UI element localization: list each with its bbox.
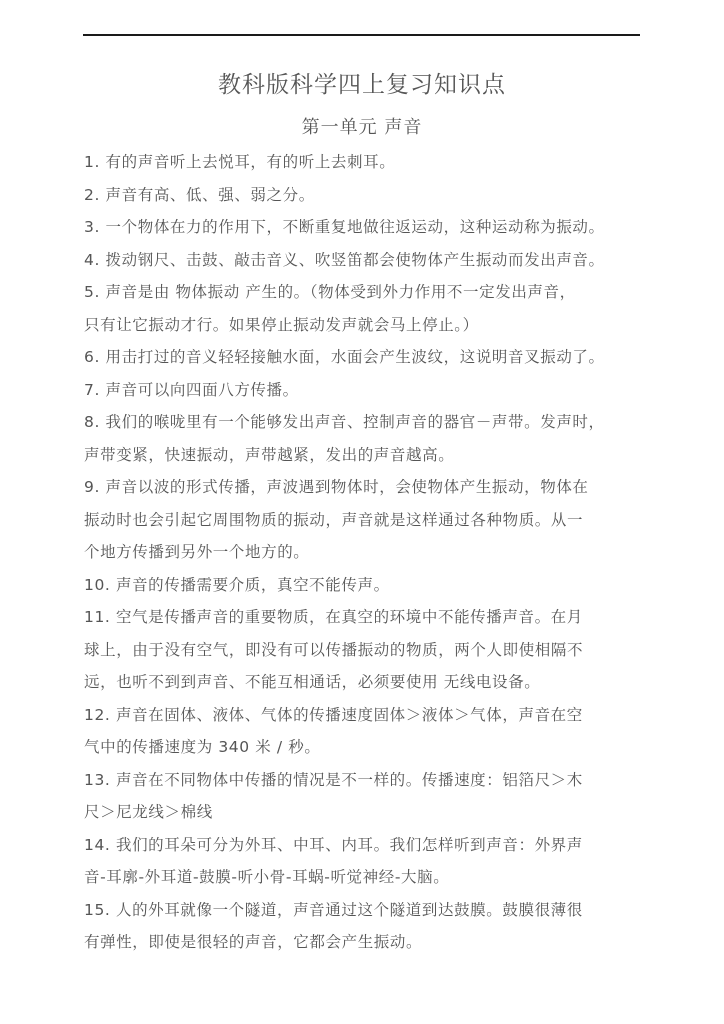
text-line: 15. 人的外耳就像一个隧道，声音通过这个隧道到达鼓膜。鼓膜很薄很 bbox=[84, 900, 583, 919]
text-line: 尺＞尼龙线＞棉线 bbox=[84, 803, 213, 821]
text-line: 声带变紧，快速振动，声带越紧，发出的声音越高。 bbox=[84, 445, 455, 464]
document-body bbox=[84, 146, 644, 959]
text-line: 2. 声音有高、低、强、弱之分。 bbox=[84, 185, 315, 204]
text-line: 10. 声音的传播需要介质，真空不能传声。 bbox=[84, 575, 390, 594]
text-line: 球上，由于没有空气，即没有可以传播振动的物质，两个人即使相隔不 bbox=[84, 640, 584, 659]
section-heading: 第一单元 声音 bbox=[301, 117, 423, 138]
text-line: 气中的传播速度为 340 米 / 秒。 bbox=[84, 738, 321, 756]
document-title: 教科版科学四上复习知识点 bbox=[218, 72, 506, 98]
text-line: 个地方传播到另外一个地方的。 bbox=[84, 543, 310, 561]
text-line: 1. 有的声音听上去悦耳，有的听上去刺耳。 bbox=[84, 153, 396, 171]
header-rule bbox=[83, 34, 640, 36]
text-line: 3. 一个物体在力的作用下，不断重复地做往返运动，这种运动称为振动。 bbox=[84, 218, 605, 236]
text-line: 13. 声音在不同物体中传播的情况是不一样的。传播速度：铝箔尺＞木 bbox=[84, 770, 583, 789]
text-line: 8. 我们的喉咙里有一个能够发出声音、控制声音的器官－声带。发声时， bbox=[84, 413, 605, 431]
text-line: 5. 声音是由 物体振动 产生的。（物体受到外力作用不一定发出声音， bbox=[84, 283, 576, 301]
text-line: 音-耳廓-外耳道-鼓膜-听小骨-耳蜗-听觉神经-大脑。 bbox=[84, 868, 450, 886]
text-line: 有弹性，即使是很轻的声音，它都会产生振动。 bbox=[84, 933, 423, 951]
text-line: 远，也听不到到声音、不能互相通话，必须要使用 无线电设备。 bbox=[84, 673, 541, 691]
text-line: 只有让它振动才行。如果停止振动发声就会马上停止。） bbox=[84, 315, 479, 334]
text-line: 6. 用击打过的音义轻轻接触水面，水面会产生波纹，这说明音叉振动了。 bbox=[84, 348, 605, 366]
text-line: 振动时也会引起它周围物质的振动，声音就是这样通过各种物质。从一 bbox=[84, 510, 584, 529]
text-line: 4. 拨动钢尺、击鼓、敲击音义、吹竖笛都会使物体产生振动而发出声音。 bbox=[84, 250, 605, 269]
text-line: 7. 声音可以向四面八方传播。 bbox=[84, 380, 299, 399]
text-line: 12. 声音在固体、液体、气体的传播速度固体＞液体＞气体，声音在空 bbox=[84, 705, 583, 724]
text-line: 11. 空气是传播声音的重要物质，在真空的环境中不能传播声音。在月 bbox=[84, 608, 583, 626]
text-line: 14. 我们的耳朵可分为外耳、中耳、内耳。我们怎样听到声音：外界声 bbox=[84, 835, 583, 854]
text-line: 9. 声音以波的形式传播，声波遇到物体时，会使物体产生振动，物体在 bbox=[84, 478, 589, 496]
